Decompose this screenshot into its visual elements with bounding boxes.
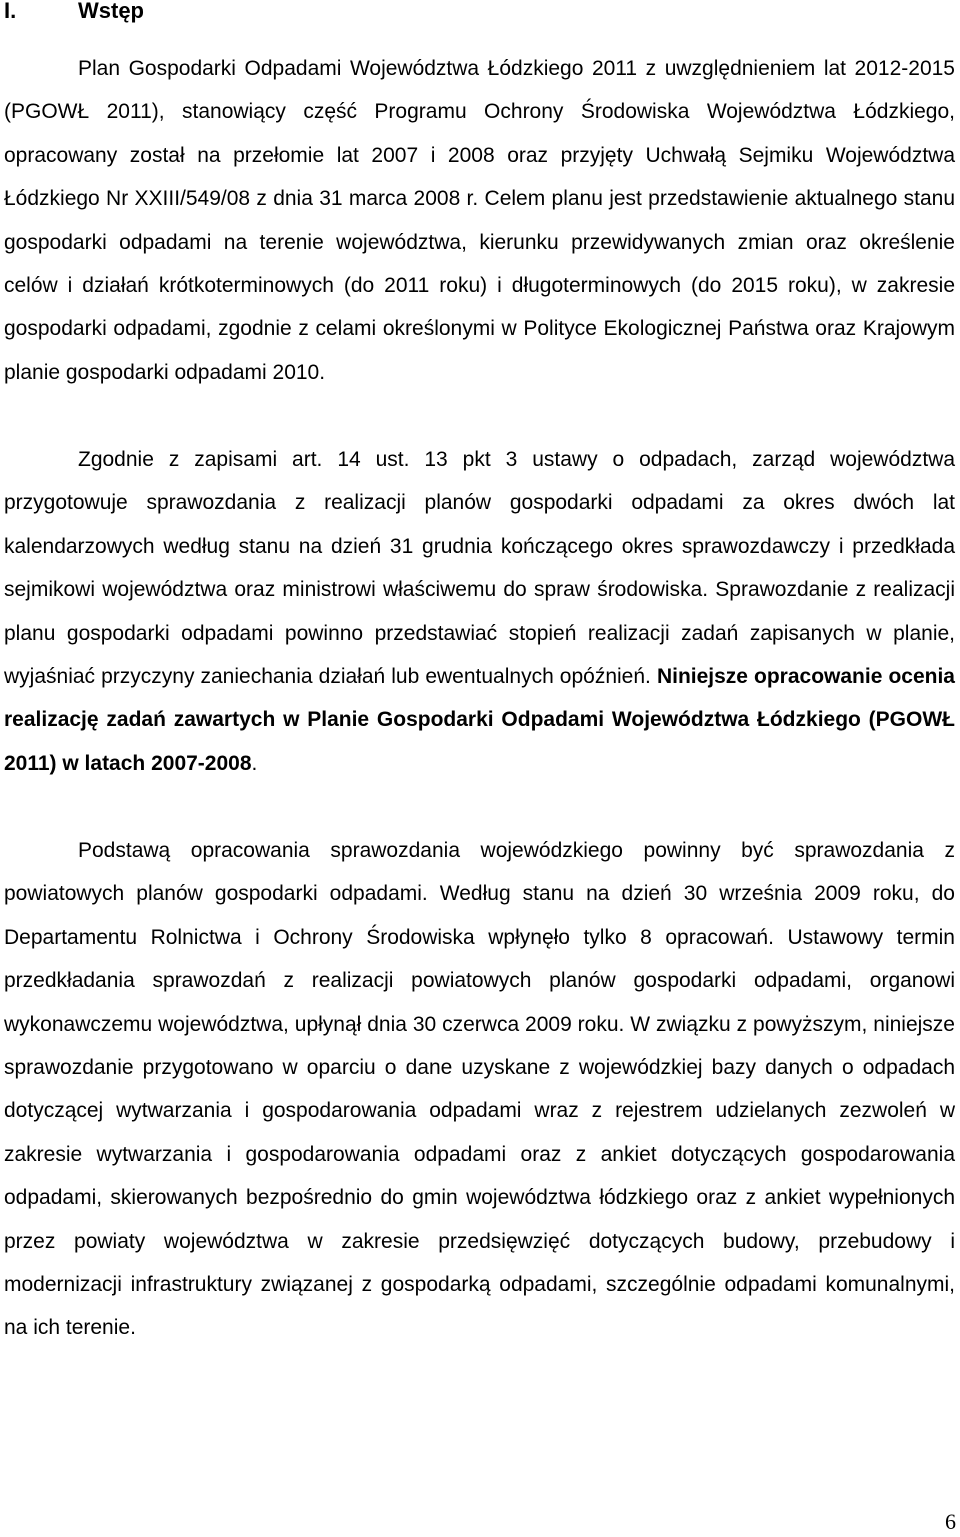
section-number: I.	[4, 0, 17, 23]
paragraph-bold-statement: Niniejsze opracowanie ocenia realizację zadań zawartych w Planie Gospodarki Odpadami Województwa Łódzkiego (PGOWŁ 2011) w latach 2007-2008	[4, 665, 955, 775]
paragraph-text: Zgodnie z zapisami art. 14 ust. 13 pkt 3 ustawy o odpadach, zarząd województwa przygotowuje sprawozdania z realizacji planów gospodarki odpadami za okres dwóch lat kalendarzowych według stanu na dzień 31 grudnia kończącego okres sprawozdawczy i przedkłada sejmikowi województwa oraz ministrowi właściwemu do spraw środowiska. Sprawozdanie z realizacji planu gospodarki odpadami powinno przedstawiać stopień realizacji zadań zapisanych w planie, wyjaśniać przyczyny zaniechania działań lub ewentualnych opóźnień.	[4, 448, 955, 689]
paragraph-tail: .	[251, 751, 258, 775]
page-number: 6	[945, 1509, 956, 1534]
section-title: Wstęp	[78, 0, 144, 23]
paragraph-text: Plan Gospodarki Odpadami Województwa Łódzkiego 2011 z uwzględnieniem lat 2012-2015 (PGOWŁ 2011), stanowiący część Programu Ochrony Środowiska Województwa Łódzkiego, opracowany został na przełomie lat 2007 i 2008 oraz przyjęty Uchwałą Sejmiku Województwa Łódzkiego Nr XXIII/549/08 z dnia 31 marca 2008 r. Celem planu jest przedstawienie aktualnego stanu gospodarki odpadami na terenie województwa, kierunku przewidywanych zmian oraz określenie celów i działań krótkoterminowych (do 2011 roku) i długoterminowych (do 2015 roku), w zakresie gospodarki odpadami, zgodnie z celami określonymi w Polityce Ekologicznej Państwa oraz Krajowym planie gospodarki odpadami 2010.	[4, 57, 955, 384]
section-heading	[4, 0, 144, 26]
paragraph-sources	[4, 829, 955, 1350]
paragraph-text: Podstawą opracowania sprawozdania wojewódzkiego powinny być sprawozdania z powiatowych planów gospodarki odpadami. Według stanu na dzień 30 września 2009 roku, do Departamentu Rolnictwa i Ochrony Środowiska wpłynęło tylko 8 opracowań. Ustawowy termin przedkładania sprawozdań z realizacji powiatowych planów gospodarki odpadami, organowi wykonawczemu województwa, upłynął dnia 30 czerwca 2009 roku. W związku z powyższym, niniejsze sprawozdanie przygotowano w oparciu o dane uzyskane z wojewódzkiej bazy danych o odpadach dotyczącej wytwarzania i gospodarowania odpadami wraz z rejestrem udzielanych zezwoleń w zakresie wytwarzania i gospodarowania odpadami oraz z ankiet dotyczących gospodarowania odpadami, skierowanych bezpośrednio do gmin województwa łódzkiego oraz z ankiet wypełnionych przez powiaty województwa w zakresie przedsięwzięć dotyczących budowy, przebudowy i modernizacji infrastruktury związanej z gospodarką odpadami, szczególnie odpadami komunalnymi, na ich terenie.	[4, 839, 955, 1340]
paragraph-reporting	[4, 438, 955, 785]
paragraph-intro	[4, 47, 955, 394]
